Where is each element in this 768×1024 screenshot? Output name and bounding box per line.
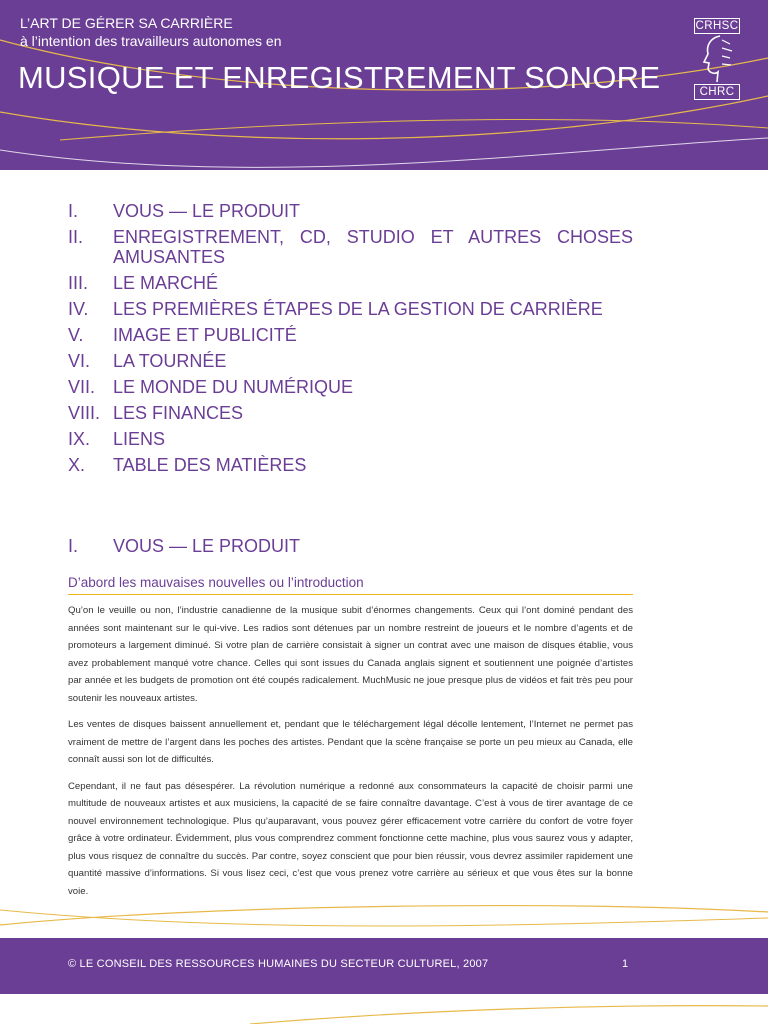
toc-label: VOUS — LE PRODUIT xyxy=(113,201,301,221)
toc-number: III. xyxy=(68,273,89,293)
section-subtitle: D’abord les mauvaises nouvelles ou l’introduction xyxy=(68,574,633,595)
body-paragraph: Les ventes de disques baissent annuellement et, pendant que le téléchargement légal décolle lentement, l’Internet ne permet pas vraiment de mettre de l’argent dans les poches des artistes. Pendant que la scène française se porte un peu mieux au Canada, elle connaît aussi son lot de difficultés. xyxy=(68,719,633,765)
kicker-line-1: L’ART DE GÉRER SA CARRIÈRE xyxy=(20,15,233,31)
toc-number: II. xyxy=(68,227,84,247)
copyright-text: © LE CONSEIL DES RESSOURCES HUMAINES DU SECTEUR CULTUREL, 2007 xyxy=(68,958,489,970)
body-paragraph: Qu’on le veuille ou non, l’industrie canadienne de la musique subit d’énormes changements. Ceux qui l’ont dominé pendant des années sont maintenant sur le qui-vive. Les radios sont détenues par un nombre restreint de joueurs et le nombre d’agents et de promoteurs a largement diminué. Si votre plan de carrière consistait à signer un contrat avec une maison de disques établie, vous avez probablement manqué votre chance. Celles qui sont issues du Canada anglais signent et soutiennent une poignée d’artistes par année et les budgets de promotion ont été coupés radicalement. MuchMusic ne joue presque plus de vidéos et fait très peu pour soutenir les nouveaux artistes. xyxy=(68,605,633,704)
header-kicker xyxy=(20,14,282,50)
toc-number: VI. xyxy=(68,351,91,371)
toc-item[interactable] xyxy=(68,403,633,423)
toc-number: VIII. xyxy=(68,403,101,423)
toc-item[interactable] xyxy=(68,325,633,345)
toc-item[interactable] xyxy=(68,201,633,221)
logo-text-crhsc: CRHSC xyxy=(695,20,739,32)
footer-band xyxy=(0,938,768,994)
page-number: 1 xyxy=(622,958,629,970)
document-title: MUSIQUE ET ENREGISTREMENT SONORE xyxy=(18,60,661,95)
toc-label: LES PREMIÈRES ÉTAPES DE LA GESTION DE CARRIÈRE xyxy=(113,299,603,319)
table-of-contents xyxy=(68,201,633,481)
toc-number: IV. xyxy=(68,299,89,319)
toc-item[interactable] xyxy=(68,455,633,475)
toc-item[interactable] xyxy=(68,299,633,319)
toc-label: LA TOURNÉE xyxy=(113,351,227,371)
kicker-line-2: à l’intention des travailleurs autonomes en xyxy=(20,33,282,49)
toc-label: LES FINANCES xyxy=(113,403,244,423)
toc-item[interactable] xyxy=(68,351,633,371)
header-band xyxy=(0,0,768,170)
toc-item[interactable] xyxy=(68,227,633,267)
toc-item[interactable] xyxy=(68,273,633,293)
toc-label: LIENS xyxy=(113,429,166,449)
chrc-logo xyxy=(694,18,740,100)
toc-number: IX. xyxy=(68,429,91,449)
toc-label: LE MARCHÉ xyxy=(113,273,219,293)
toc-number: V. xyxy=(68,325,84,345)
face-profile-icon xyxy=(700,34,734,84)
section-number: I. xyxy=(68,536,79,556)
toc-item[interactable] xyxy=(68,429,633,449)
section-body xyxy=(68,602,633,909)
logo-text-chrc: CHRC xyxy=(694,84,740,100)
toc-number: X. xyxy=(68,455,86,475)
toc-item[interactable] xyxy=(68,377,633,397)
toc-label: IMAGE ET PUBLICITÉ xyxy=(113,325,297,345)
body-paragraph: Cependant, il ne faut pas désespérer. La révolution numérique a redonné aux consommateurs la capacité de choisir parmi une multitude de nouveaux artistes et aux musiciens, la capacité de se faire connaître davantage. C’est à vous de tirer avantage de ce nouvel environnement technologique. Plus qu’auparavant, vous pouvez gérer efficacement votre carrière du confort de votre foyer grâce à votre ordinateur. Évidemment, plus vous comprendrez comment fonctionne cette machine, plus vous saurez vous y adapter, plus vous risquez de connaître du succès. Par contre, soyez conscient que pour bien réussir, vous devrez assimiler rapidement une quantité massive d’informations. Si vous lisez ceci, c’est que vous prenez votre carrière au sérieux et que vous êtes sur la bonne voie. xyxy=(68,780,633,897)
toc-label: ENREGISTREMENT, CD, STUDIO ET AUTRES CHOSES AMUSANTES xyxy=(113,227,633,267)
toc-label: TABLE DES MATIÈRES xyxy=(113,455,307,475)
toc-label: LE MONDE DU NUMÉRIQUE xyxy=(113,377,354,397)
section-title: VOUS — LE PRODUIT xyxy=(113,536,301,556)
section-heading xyxy=(68,536,300,556)
toc-number: VII. xyxy=(68,377,96,397)
toc-number: I. xyxy=(68,201,79,221)
